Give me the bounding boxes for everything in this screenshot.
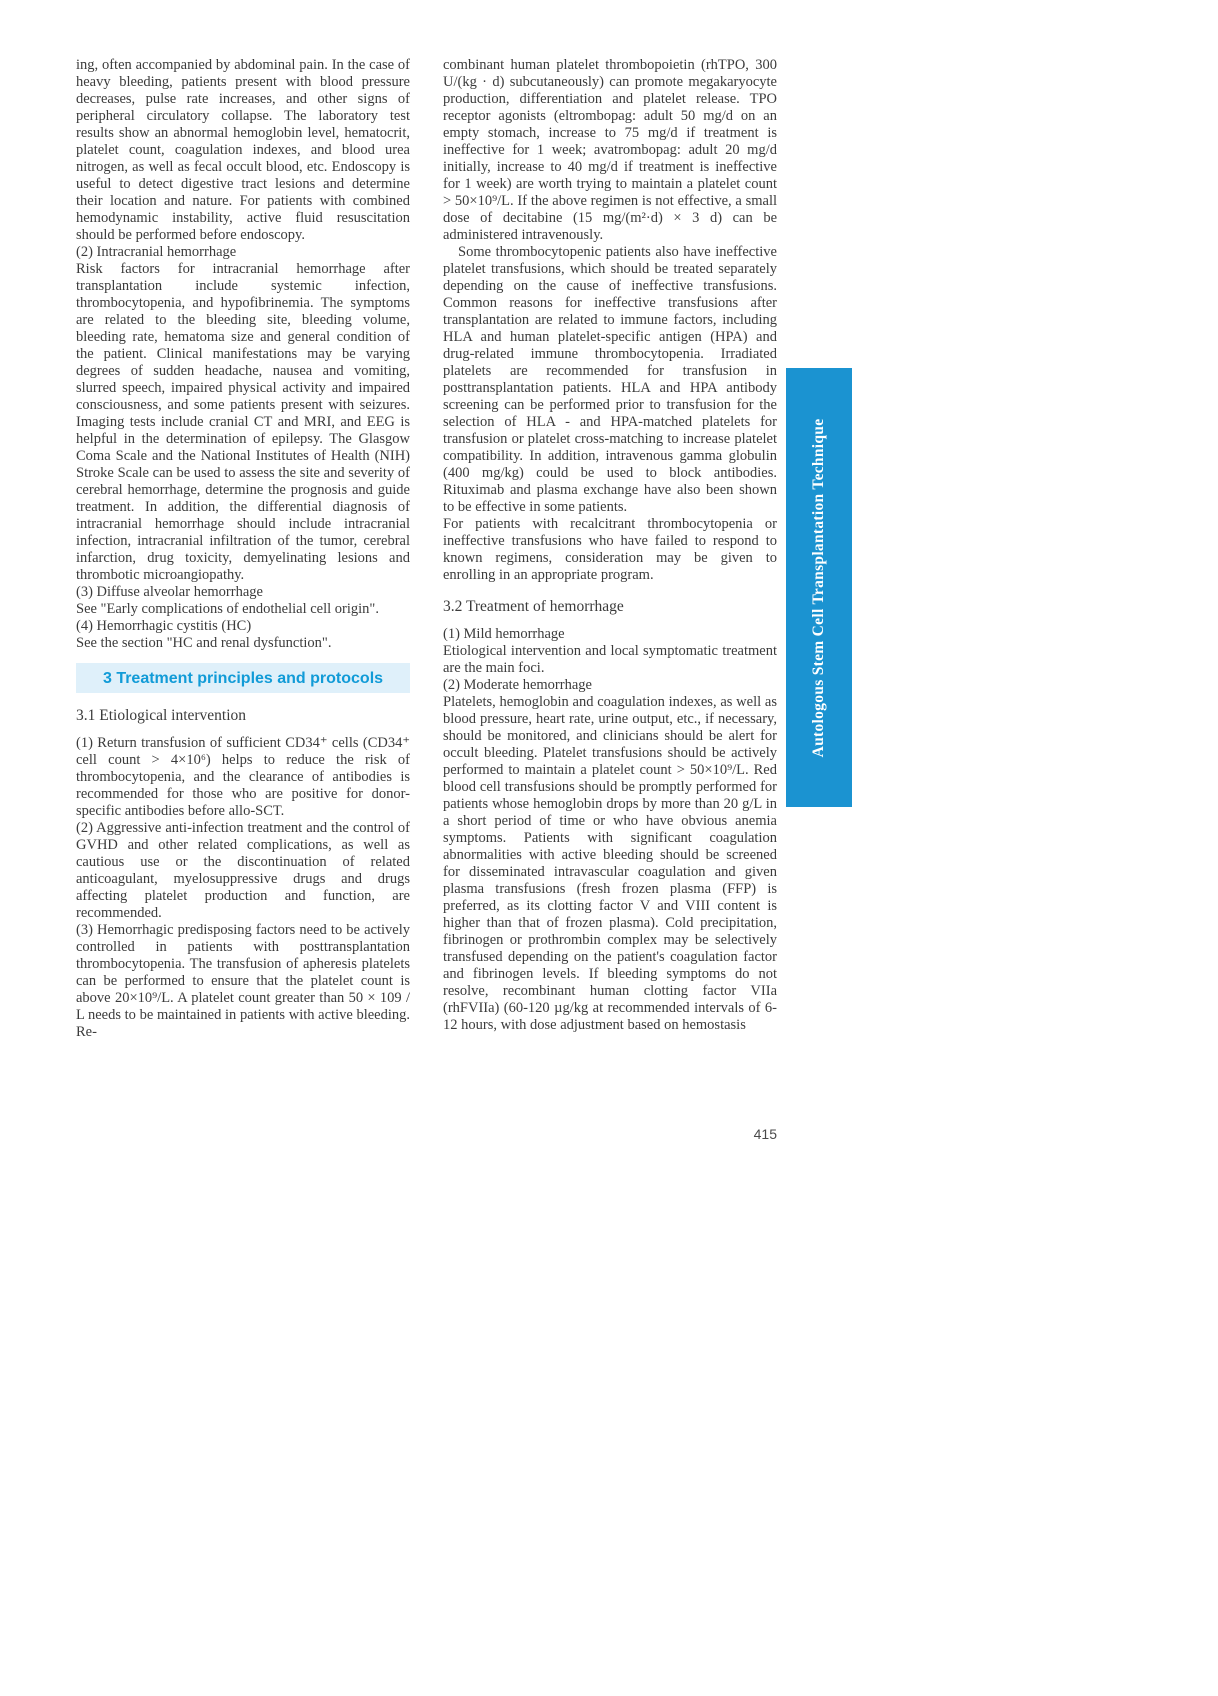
subsection-heading: 3.1 Etiological intervention [76, 707, 247, 724]
body-paragraph: (4) Hemorrhagic cystitis (HC) [76, 618, 252, 634]
body-paragraph: (1) Return transfusion of sufficient CD34⁺ cells (CD34⁺ cell count > 4×10⁶) helps to reduce the risk of thrombocytopenia, and the clearance of antibodies is recommended for those who are positive for donor-specific antibodies before allo-SCT. [76, 735, 410, 819]
body-paragraph: (1) Mild hemorrhage [443, 626, 565, 642]
body-paragraph: (3) Diffuse alveolar hemorrhage [76, 584, 263, 600]
section-heading: 3 Treatment principles and protocols [76, 663, 410, 693]
right-text-column [443, 57, 777, 1034]
body-paragraph: ing, often accompanied by abdominal pain. In the case of heavy bleeding, patients present with blood pressure decreases, pulse rate increases, and other signs of peripheral circulatory collapse. The laboratory test results show an abnormal hemoglobin level, hematocrit, platelet count, coagulation indexes, and blood urea nitrogen, as well as fecal occult blood, etc. Endoscopy is useful to detect digestive tract lesions and determine their location and nature. For patients with combined hemodynamic instability, active fluid resuscitation should be performed before endoscopy. [76, 57, 410, 243]
chapter-side-tab [786, 368, 852, 807]
chapter-side-tab-label: Autologous Stem Cell Transplantation Technique [810, 418, 827, 757]
body-paragraph: (2) Moderate hemorrhage [443, 677, 592, 693]
body-paragraph: See "Early complications of endothelial cell origin". [76, 601, 379, 617]
body-paragraph: Etiological intervention and local symptomatic treatment are the main foci. [443, 643, 777, 676]
body-paragraph: Platelets, hemoglobin and coagulation indexes, as well as blood pressure, heart rate, urine output, etc., if necessary, should be monitored, and clinicians should be alert for occult bleeding. Platelet transfusions should be actively performed to maintain a platelet count > 50×10⁹/L. Red blood cell transfusions should be promptly performed for patients whose hemoglobin drops by more than 20 g/L in a short period of time or who have obvious anemia symptoms. Patients with significant coagulation abnormalities with active bleeding should be screened for disseminated intravascular coagulation and given plasma transfusions (fresh frozen plasma (FFP) is preferred, as its clotting factor V and VIII content is higher than that of frozen plasma). Cold precipitation, fibrinogen or prothrombin complex may be selectively transfused depending on the patient's coagulation factor and fibrinogen levels. If bleeding symptoms do not resolve, recombinant human clotting factor VIIa (rhFVIIa) (60-120 µg/kg at recommended intervals of 6-12 hours, with dose adjustment based on hemostasis [443, 694, 777, 1033]
body-paragraph: For patients with recalcitrant thrombocytopenia or ineffective transfusions who have failed to respond to known regimens, consideration may be given to enrolling in an appropriate program. [443, 516, 777, 583]
body-paragraph: (2) Intracranial hemorrhage [76, 244, 237, 260]
body-paragraph: Risk factors for intracranial hemorrhage after transplantation include systemic infection, thrombocytopenia, and hypofibrinemia. The symptoms are related to the bleeding site, bleeding volume, bleeding rate, hematoma size and general condition of the patient. Clinical manifestations may be varying degrees of sudden headache, nausea and vomiting, slurred speech, impaired physical activity and impaired consciousness, and some patients present with seizures. Imaging tests include cranial CT and MRI, and EEG is helpful in the determination of epilepsy. The Glasgow Coma Scale and the National Institutes of Health (NIH) Stroke Scale can be used to assess the site and severity of cerebral hemorrhage, determine the prognosis and guide treatment. In addition, the differential diagnosis of intracranial hemorrhage should include intracranial infection, intracranial infiltration of the tumor, cerebral infarction, drug toxicity, demyelinating lesions and thrombotic microangiopathy. [76, 261, 410, 583]
body-paragraph: Some thrombocytopenic patients also have ineffective platelet transfusions, which should be treated separately depending on the cause of ineffective transfusions. Common reasons for ineffective transfusions after transplantation are related to immune factors, including HLA and human platelet-specific antigen (HPA) and drug-related immune thrombocytopenia. Irradiated platelets are recommended for transfusion in posttransplantation patients. HLA and HPA antibody screening can be performed prior to transfusion for the selection of HLA - and HPA-matched platelets for transfusion or platelet cross-matching to increase platelet compatibility. In addition, intravenous gamma globulin (400 mg/kg) could be used to block antibodies. Rituximab and plasma exchange have also been shown to be effective in some patients. [443, 244, 777, 515]
body-paragraph: See the section "HC and renal dysfunction". [76, 635, 332, 651]
body-paragraph: combinant human platelet thrombopoietin (rhTPO, 300 U/(kg · d) subcutaneously) can promote megakaryocyte production, differentiation and platelet release. TPO receptor agonists (eltrombopag: adult 50 mg/d on an empty stomach, increase to 75 mg/d if treatment is ineffective for 1 week; avatrombopag: adult 20 mg/d initially, increase to 40 mg/d if treatment is ineffective for 1 week) are worth trying to maintain a platelet count > 50×10⁹/L. If the above regimen is not effective, a small dose of decitabine (15 mg/(m²·d) × 3 d) can be administered intravenously. [443, 57, 777, 243]
page-number: 415 [753, 1126, 777, 1142]
left-text-column [76, 57, 410, 1041]
body-paragraph: (2) Aggressive anti-infection treatment and the control of GVHD and other related complications, as well as cautious use or the discontinuation of related anticoagulant, myelosuppressive drugs and drugs affecting platelet production and function, are recommended. [76, 820, 410, 921]
subsection-heading: 3.2 Treatment of hemorrhage [443, 598, 624, 615]
body-paragraph: (3) Hemorrhagic predisposing factors need to be actively controlled in patients with posttransplantation thrombocytopenia. The transfusion of apheresis platelets can be performed to ensure that the platelet count is above 20×10⁹/L. A platelet count greater than 50 × 109 / L needs to be maintained in patients with active bleeding. Re- [76, 922, 410, 1040]
